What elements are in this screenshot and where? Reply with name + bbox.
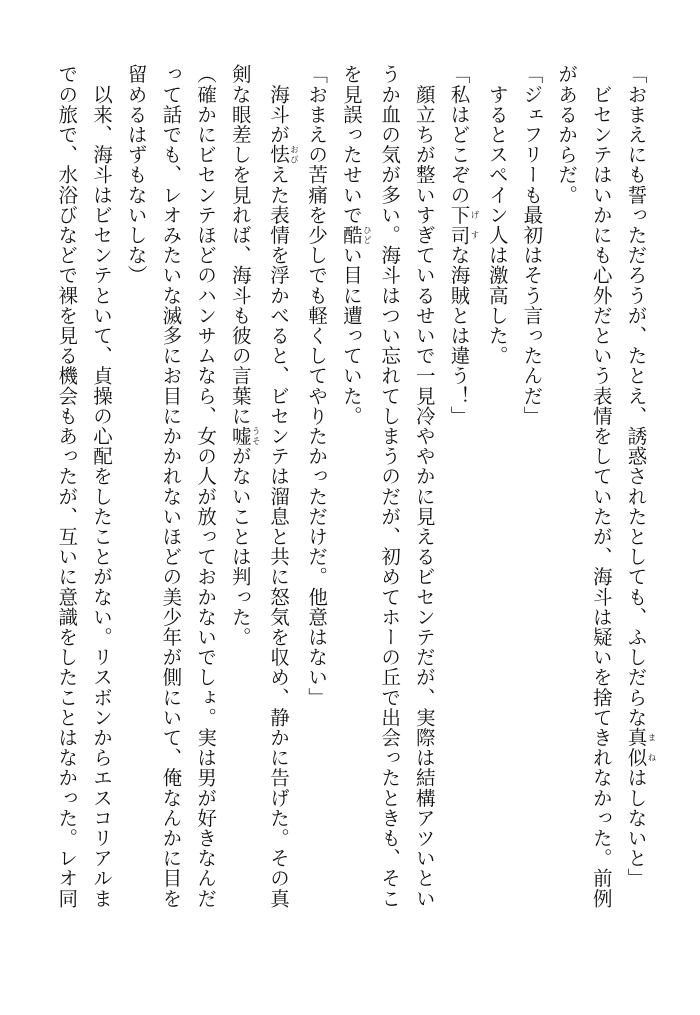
text-run: があるからだ。: [555, 64, 579, 205]
text-run: するとスペイン人は激高した。: [485, 64, 509, 366]
text-column: [441, 64, 479, 964]
text-run: 「私はどこぞの: [447, 64, 471, 205]
text-column: [83, 64, 118, 964]
text-run: 顔立ちが整いすぎているせいで一見冷ややかに見えるビセンテだが、実際は結構アツいとい: [412, 64, 436, 909]
ruby-base: 下司: [447, 204, 471, 245]
text-column: [49, 64, 84, 964]
ruby-word: [447, 204, 479, 245]
text-column: [548, 64, 583, 964]
text-run: 以来、海斗はビセンテといて、貞操の心配をしたことがない。リスボンからエスコリアルま: [89, 64, 113, 909]
text-run: 海斗が: [266, 64, 290, 145]
text-column: [298, 64, 333, 964]
ruby-word: [624, 727, 656, 768]
ruby-reading: おび: [288, 144, 299, 165]
text-run: えた表情を浮かべると、ビセンテは溜息と共に怒気を収め、静かに告げた。その真: [266, 164, 290, 909]
text-column: [514, 64, 549, 964]
ruby-base: 怯: [266, 144, 290, 165]
text-run: い目に遭っていた。: [339, 244, 363, 426]
text-column: [260, 64, 298, 964]
text-run: うか血の気が多い。海斗はつい忘れてしまうのだが、初めてホーの丘で出会ったときも、そこ: [378, 64, 402, 909]
ruby-reading: げす: [468, 204, 479, 245]
text-run: 「おまえの苦痛を少しでも軽くしてやりたかっただけだ。他意はない」: [305, 64, 329, 708]
text-run: での旅で、水浴びなどで裸を見る機会もあったが、互いに意識をしたことはなかった。レオ同: [55, 64, 79, 909]
text-run: （確かにビセンテほどのハンサムなら、女の人が放っておかないでしょ。実は男が好きなんだ: [194, 64, 218, 909]
text-run: がないことは判った。: [228, 445, 252, 647]
vertical-text-body: [26, 64, 656, 964]
text-run: を見誤ったせいで: [339, 64, 363, 225]
text-column: [187, 64, 222, 964]
ruby-base: 真似: [624, 727, 648, 768]
ruby-base: 嘘: [228, 425, 252, 446]
text-column: [583, 64, 618, 964]
text-column: [222, 64, 260, 964]
text-run: 留めるはずもないしな）: [124, 64, 148, 286]
ruby-reading: まね: [646, 727, 656, 768]
text-run: 剣な眼差しを見れば、海斗も彼の言葉に: [228, 64, 252, 426]
text-run: 「おまえにも誓っただろうが、たとえ、誘惑されたとしても、ふしだらな: [624, 64, 648, 728]
ruby-word: [339, 224, 372, 245]
text-column: [618, 64, 656, 964]
text-run: はしないと」: [624, 767, 648, 889]
text-run: 「ジェフリーも最初はそう言ったんだ」: [520, 64, 544, 426]
ruby-word: [266, 144, 299, 165]
ruby-reading: うそ: [250, 425, 261, 446]
text-run: な海賊とは違う！」: [447, 244, 471, 426]
text-column: [371, 64, 406, 964]
text-column: [153, 64, 188, 964]
text-run: ビセンテはいかにも心外だという表情をしていたが、海斗は疑いを捨てきれなかった。前例: [589, 64, 613, 909]
text-run: って話でも、レオみたいな滅多にお目にかかれないほどの美少年が側にいて、俺なんかに目を: [159, 64, 183, 909]
ruby-word: [228, 425, 261, 446]
text-column: [479, 64, 514, 964]
ruby-reading: ひど: [361, 224, 372, 245]
text-column: [333, 64, 371, 964]
text-column: [406, 64, 441, 964]
ruby-base: 酷: [339, 224, 363, 245]
text-column: [118, 64, 153, 964]
